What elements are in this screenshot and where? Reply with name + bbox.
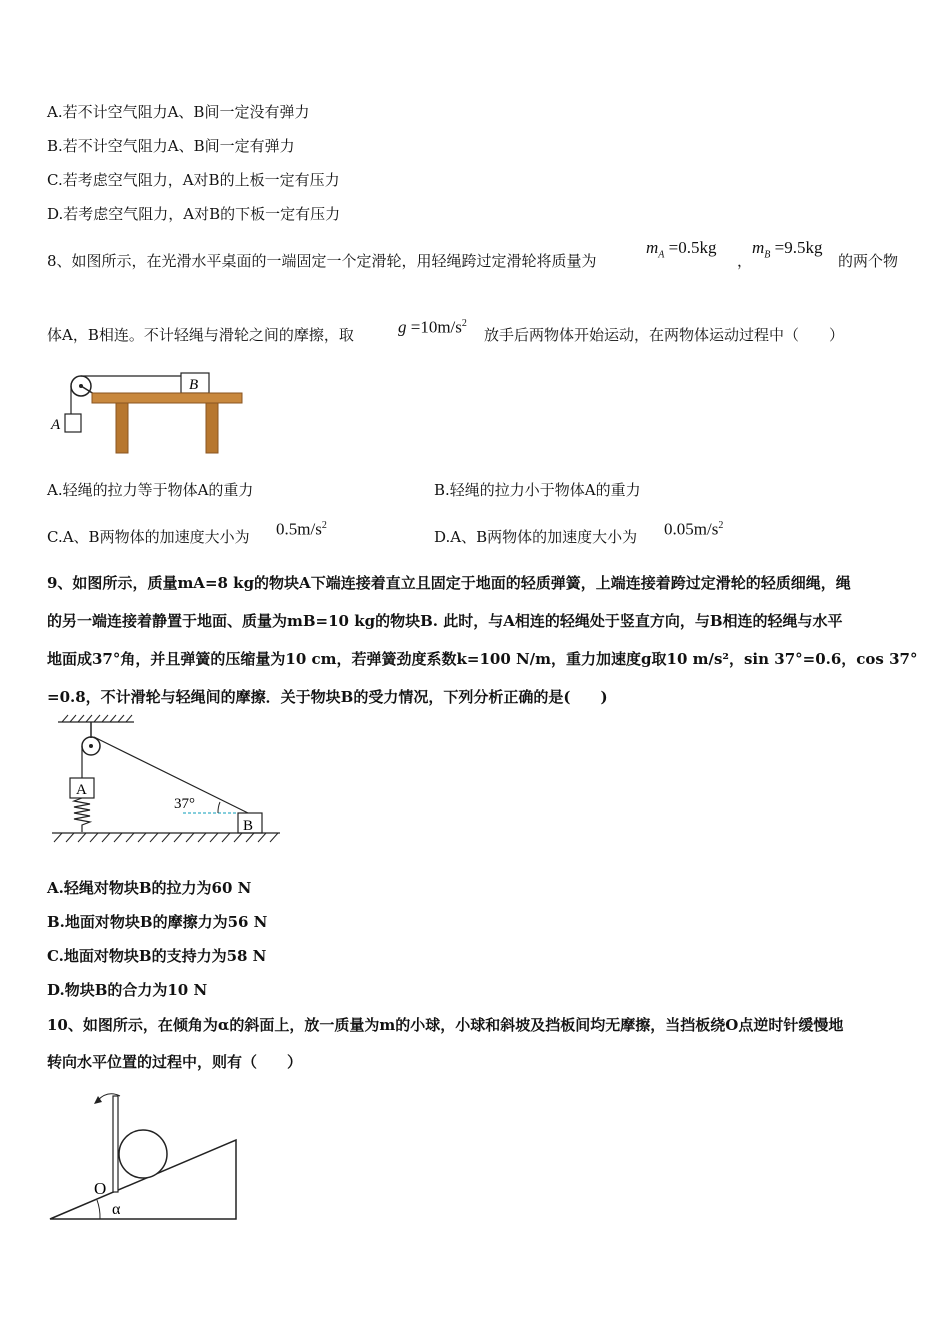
q8-option-d-value: $0.05m/s^2$: [664, 519, 724, 539]
spring-icon: [74, 798, 90, 832]
q9-stem-line3: 地面成37°角，并且弹簧的压缩量为10 cm，若弹簧劲度系数k=100 N/m，重力加速度g取10 m/s²，sin 37°=0.6，cos 37°: [47, 650, 918, 668]
q8-option-d-number: 0.05m/s: [664, 519, 719, 539]
q7-option-c: C.若考虑空气阻力，A对B的上板一定有压力: [47, 171, 340, 189]
q8-mass-b: $m_B =9.5kg$: [752, 238, 823, 261]
q8-gravity-value: =10m/s: [410, 317, 462, 337]
q10-fig-label-o: O: [94, 1179, 107, 1198]
q9-stem-line2: 的另一端连接着静置于地面、质量为mB=10 kg的物块B. 此时，与A相连的轻绳处于竖直方向，与B相连的轻绳与水平: [47, 612, 843, 630]
q8-mass-a: $m_A =0.5kg$: [646, 238, 717, 261]
q7-option-a: A.若不计空气阻力A、B间一定没有弹力: [47, 103, 310, 121]
q8-fig-label-b: B: [189, 377, 199, 393]
q9-stem-line4: =0.8，不计滑轮与轻绳间的摩擦．关于物块B的受力情况，下列分析正确的是( ): [47, 688, 608, 706]
q10-stem-line1: 10、如图所示，在倾角为α的斜面上，放一质量为m的小球，小球和斜坡及挡板间均无摩擦，当挡板绕O点逆时针缓慢地: [47, 1016, 844, 1034]
q8-mass-a-value: =0.5kg: [668, 238, 717, 257]
q9-option-a: A.轻绳对物块B的拉力为60 N: [47, 879, 252, 897]
q9-fig-label-a: A: [76, 782, 87, 798]
q9-fig-angle: 37°: [174, 796, 195, 812]
q8-option-a: A.轻绳的拉力等于物体A的重力: [47, 481, 254, 499]
q8-option-c: C.A、B两物体的加速度大小为: [47, 528, 250, 546]
q9-stem-line1: 9、如图所示，质量mA=8 kg的物块A下端连接着直立且固定于地面的轻质弹簧，上端连接着跨过定滑轮的轻质细绳，绳: [47, 574, 851, 592]
q10-figure: [46, 1088, 242, 1224]
q8-sep: ，: [737, 252, 753, 270]
q8-option-b: B.轻绳的拉力小于物体A的重力: [434, 481, 641, 499]
q10-stem-line2: 转向水平位置的过程中，则有（ ）: [47, 1053, 303, 1071]
q7-option-d: D.若考虑空气阻力，A对B的下板一定有压力: [47, 205, 341, 223]
q9-option-c: C.地面对物块B的支持力为58 N: [47, 947, 267, 965]
block-a: [65, 414, 81, 432]
q8-stem-a: 8、如图所示，在光滑水平桌面的一端固定一个定滑轮，用轻绳跨过定滑轮将质量为: [47, 252, 597, 270]
q8-option-c-value: $0.5m/s^2$: [276, 519, 327, 539]
q7-option-b: B.若不计空气阻力A、B间一定有弹力: [47, 137, 295, 155]
q8-figure: [46, 368, 246, 456]
q8-gravity: $g =10m/s^2$: [398, 317, 467, 337]
q9-option-b: B.地面对物块B的摩擦力为56 N: [47, 913, 268, 931]
ball: [119, 1130, 167, 1178]
q9-fig-label-b: B: [243, 818, 254, 834]
q8-fig-label-a: A: [51, 417, 61, 433]
q9-option-d: D.物块B的合力为10 N: [47, 981, 208, 999]
q8-option-c-number: 0.5m/s: [276, 519, 322, 539]
q8-stem-b: 的两个物: [838, 252, 899, 270]
q8-option-d: D.A、B两物体的加速度大小为: [434, 528, 638, 546]
q8-stem-line1: [47, 251, 597, 271]
q8-stem-d: 放手后两物体开始运动，在两物体运动过程中（ ）: [484, 326, 845, 344]
q8-mass-b-value: =9.5kg: [774, 238, 823, 257]
q8-stem-c: 体A，B相连。不计轻绳与滑轮之间的摩擦，取: [47, 326, 354, 344]
q10-fig-alpha: α: [112, 1201, 121, 1218]
q9-figure: [48, 712, 284, 846]
